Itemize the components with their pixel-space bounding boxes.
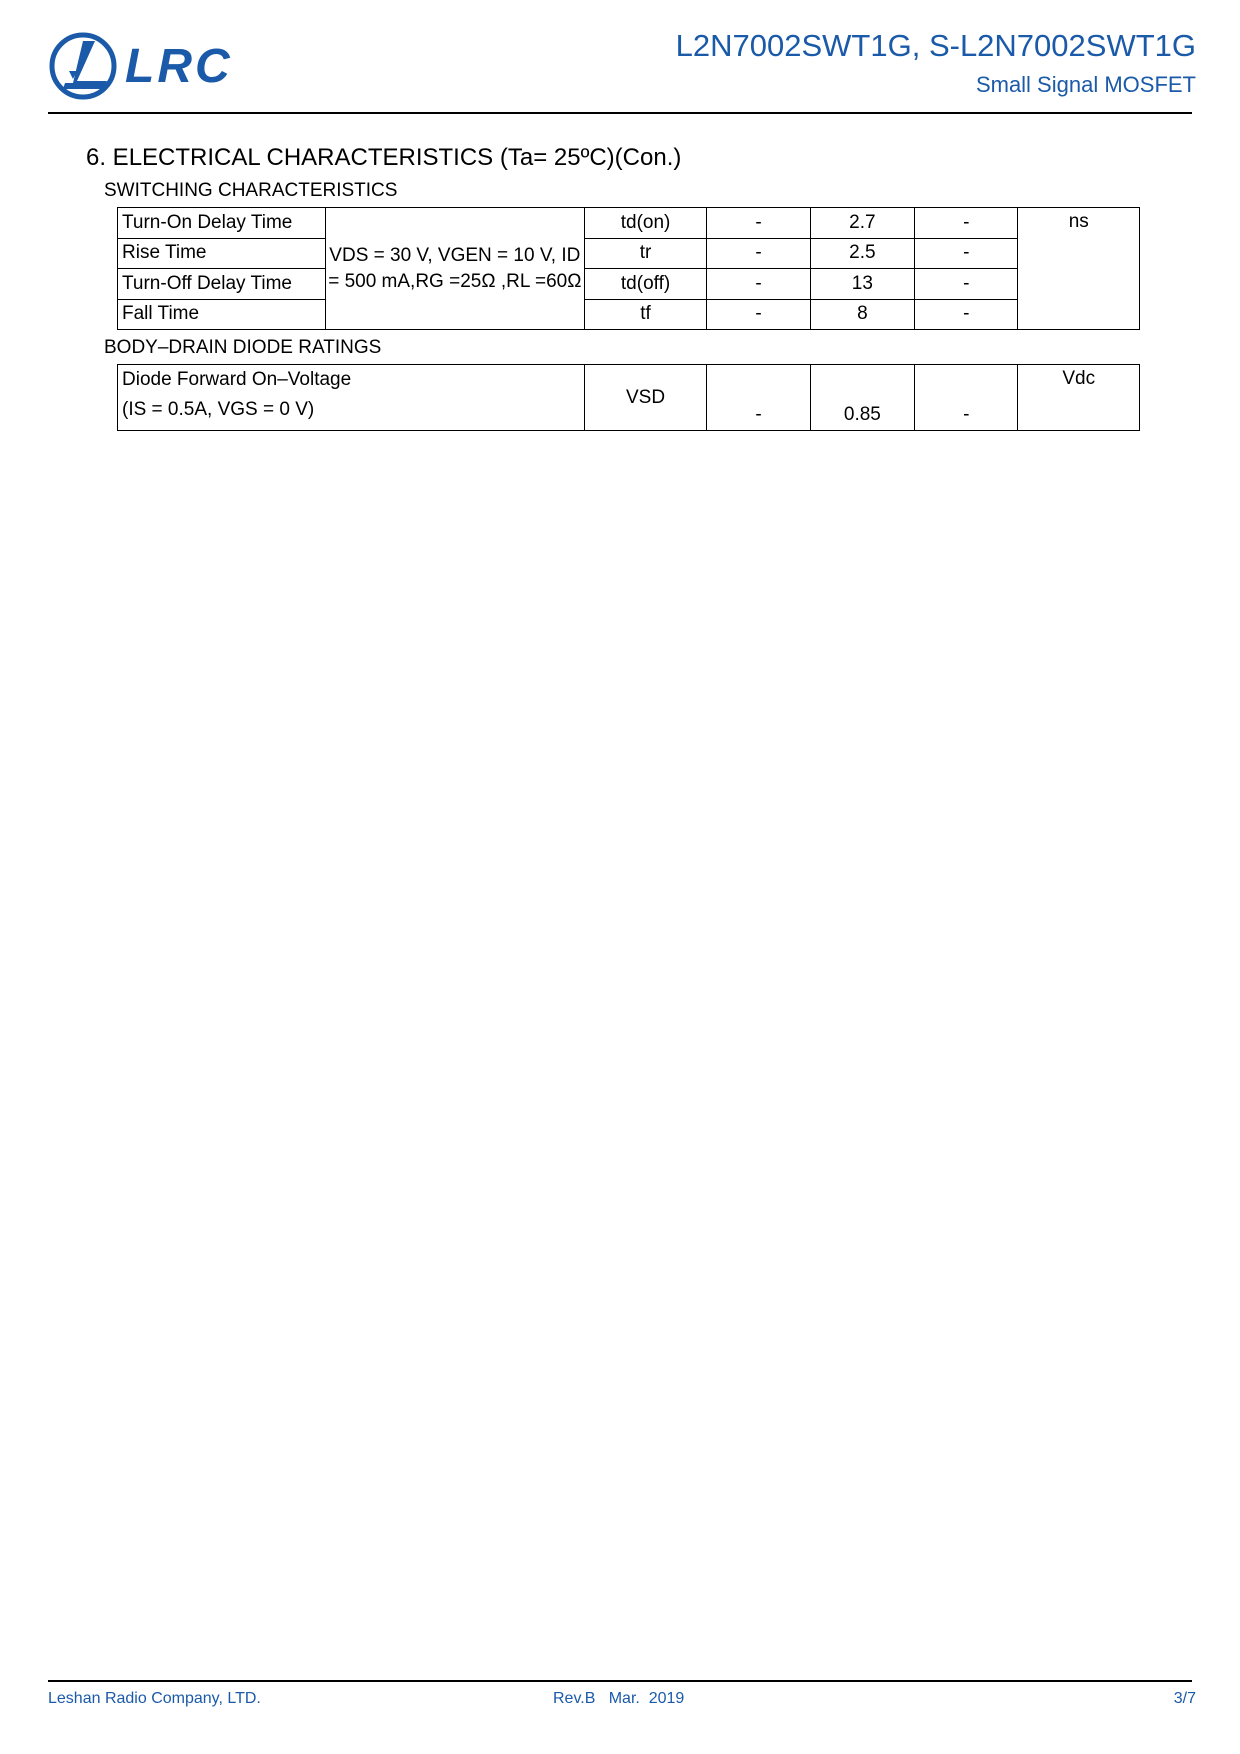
symbol-cell: tr <box>584 238 706 269</box>
max-cell: - <box>915 365 1018 431</box>
document-title: L2N7002SWT1G, S-L2N7002SWT1G <box>675 28 1196 63</box>
section-title: 6. ELECTRICAL CHARACTERISTICS (Ta= 25ºC)(Con.) <box>86 144 682 171</box>
param-cell: Rise Time <box>118 238 326 269</box>
param-cell: Fall Time <box>118 299 326 330</box>
min-cell: - <box>707 208 810 239</box>
footer-page-number: 3/7 <box>1173 1690 1196 1707</box>
param-cell <box>118 365 585 431</box>
max-cell: - <box>915 269 1018 300</box>
max-cell: - <box>915 238 1018 269</box>
company-logo <box>47 31 247 101</box>
typ-cell: 13 <box>810 269 914 300</box>
param-condition-line: (IS = 0.5A, VGS = 0 V) <box>122 399 315 420</box>
switching-table <box>117 207 1140 330</box>
max-cell: - <box>915 208 1018 239</box>
typ-cell: 2.7 <box>810 208 914 239</box>
test-condition-cell: VDS = 30 V, VGEN = 10 V, ID = 500 mA,RG =25Ω ,RL =60Ω <box>325 208 584 330</box>
param-line: Diode Forward On–Voltage <box>122 369 352 390</box>
table-row <box>118 208 1140 239</box>
param-cell: Turn-Off Delay Time <box>118 269 326 300</box>
table-row <box>118 365 1140 431</box>
min-cell: - <box>707 238 810 269</box>
footer-divider <box>48 1680 1192 1682</box>
typ-cell: 2.5 <box>810 238 914 269</box>
min-cell: - <box>707 269 810 300</box>
footer-company: Leshan Radio Company, LTD. <box>48 1690 261 1707</box>
symbol-cell: tf <box>584 299 706 330</box>
symbol-cell: td(on) <box>584 208 706 239</box>
switching-heading: SWITCHING CHARACTERISTICS <box>104 180 398 201</box>
document-subtitle: Small Signal MOSFET <box>975 72 1196 97</box>
diode-heading: BODY–DRAIN DIODE RATINGS <box>104 337 382 358</box>
header-divider <box>48 112 1192 114</box>
min-cell: - <box>707 299 810 330</box>
min-cell: - <box>707 365 810 431</box>
typ-cell: 0.85 <box>810 365 914 431</box>
table-row <box>118 269 1140 300</box>
symbol-cell: td(off) <box>584 269 706 300</box>
param-cell: Turn-On Delay Time <box>118 208 326 239</box>
symbol-cell: VSD <box>584 365 706 431</box>
table-row <box>118 299 1140 330</box>
diode-table <box>117 364 1140 431</box>
lrc-logo-icon <box>47 31 123 101</box>
typ-cell: 8 <box>810 299 914 330</box>
table-row <box>118 238 1140 269</box>
footer-revision: Rev.B Mar. 2019 <box>553 1690 685 1707</box>
max-cell: - <box>915 299 1018 330</box>
logo-text: LRC <box>125 40 233 93</box>
unit-cell: Vdc <box>1018 365 1140 431</box>
unit-cell: ns <box>1018 208 1140 330</box>
